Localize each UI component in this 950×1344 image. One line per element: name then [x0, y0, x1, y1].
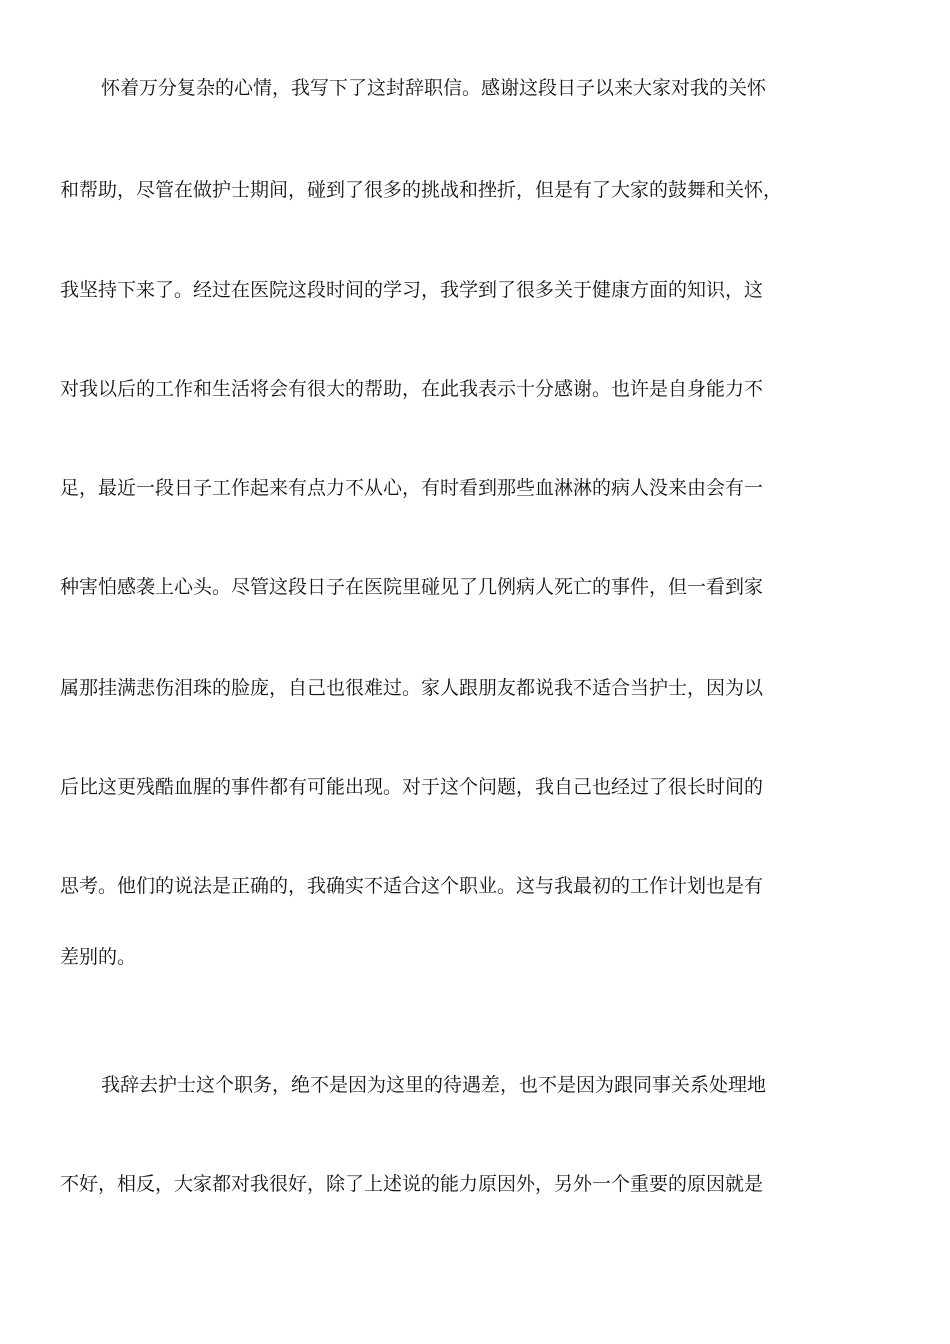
text-line: 思考。他们的说法是正确的，我确实不适合这个职业。这与我最初的工作计划也是有 — [60, 875, 764, 897]
text-line: 差别的。 — [60, 946, 137, 968]
text-line: 对我以后的工作和生活将会有很大的帮助，在此我表示十分感谢。也许是自身能力不 — [60, 378, 764, 400]
text-line: 我辞去护士这个职务，绝不是因为这里的待遇差，也不是因为跟同事关系处理地 — [101, 1074, 767, 1096]
text-line: 后比这更残酷血腥的事件都有可能出现。对于这个问题，我自己也经过了很长时间的 — [60, 776, 764, 798]
text-line: 怀着万分复杂的心情，我写下了这封辞职信。感谢这段日子以来大家对我的关怀 — [101, 77, 767, 99]
text-line: 不好，相反，大家都对我很好，除了上述说的能力原因外，另外一个重要的原因就是 — [60, 1173, 764, 1195]
text-line: 足，最近一段日子工作起来有点力不从心，有时看到那些血淋淋的病人没来由会有一 — [60, 477, 764, 499]
text-line: 属那挂满悲伤泪珠的脸庞，自己也很难过。家人跟朋友都说我不适合当护士，因为以 — [60, 677, 764, 699]
text-line: 和帮助，尽管在做护士期间，碰到了很多的挑战和挫折，但是有了大家的鼓舞和关怀， — [60, 179, 783, 201]
text-line: 我坚持下来了。经过在医院这段时间的学习，我学到了很多关于健康方面的知识，这 — [60, 279, 764, 301]
text-line: 种害怕感袭上心头。尽管这段日子在医院里碰见了几例病人死亡的事件，但一看到家 — [60, 576, 764, 598]
